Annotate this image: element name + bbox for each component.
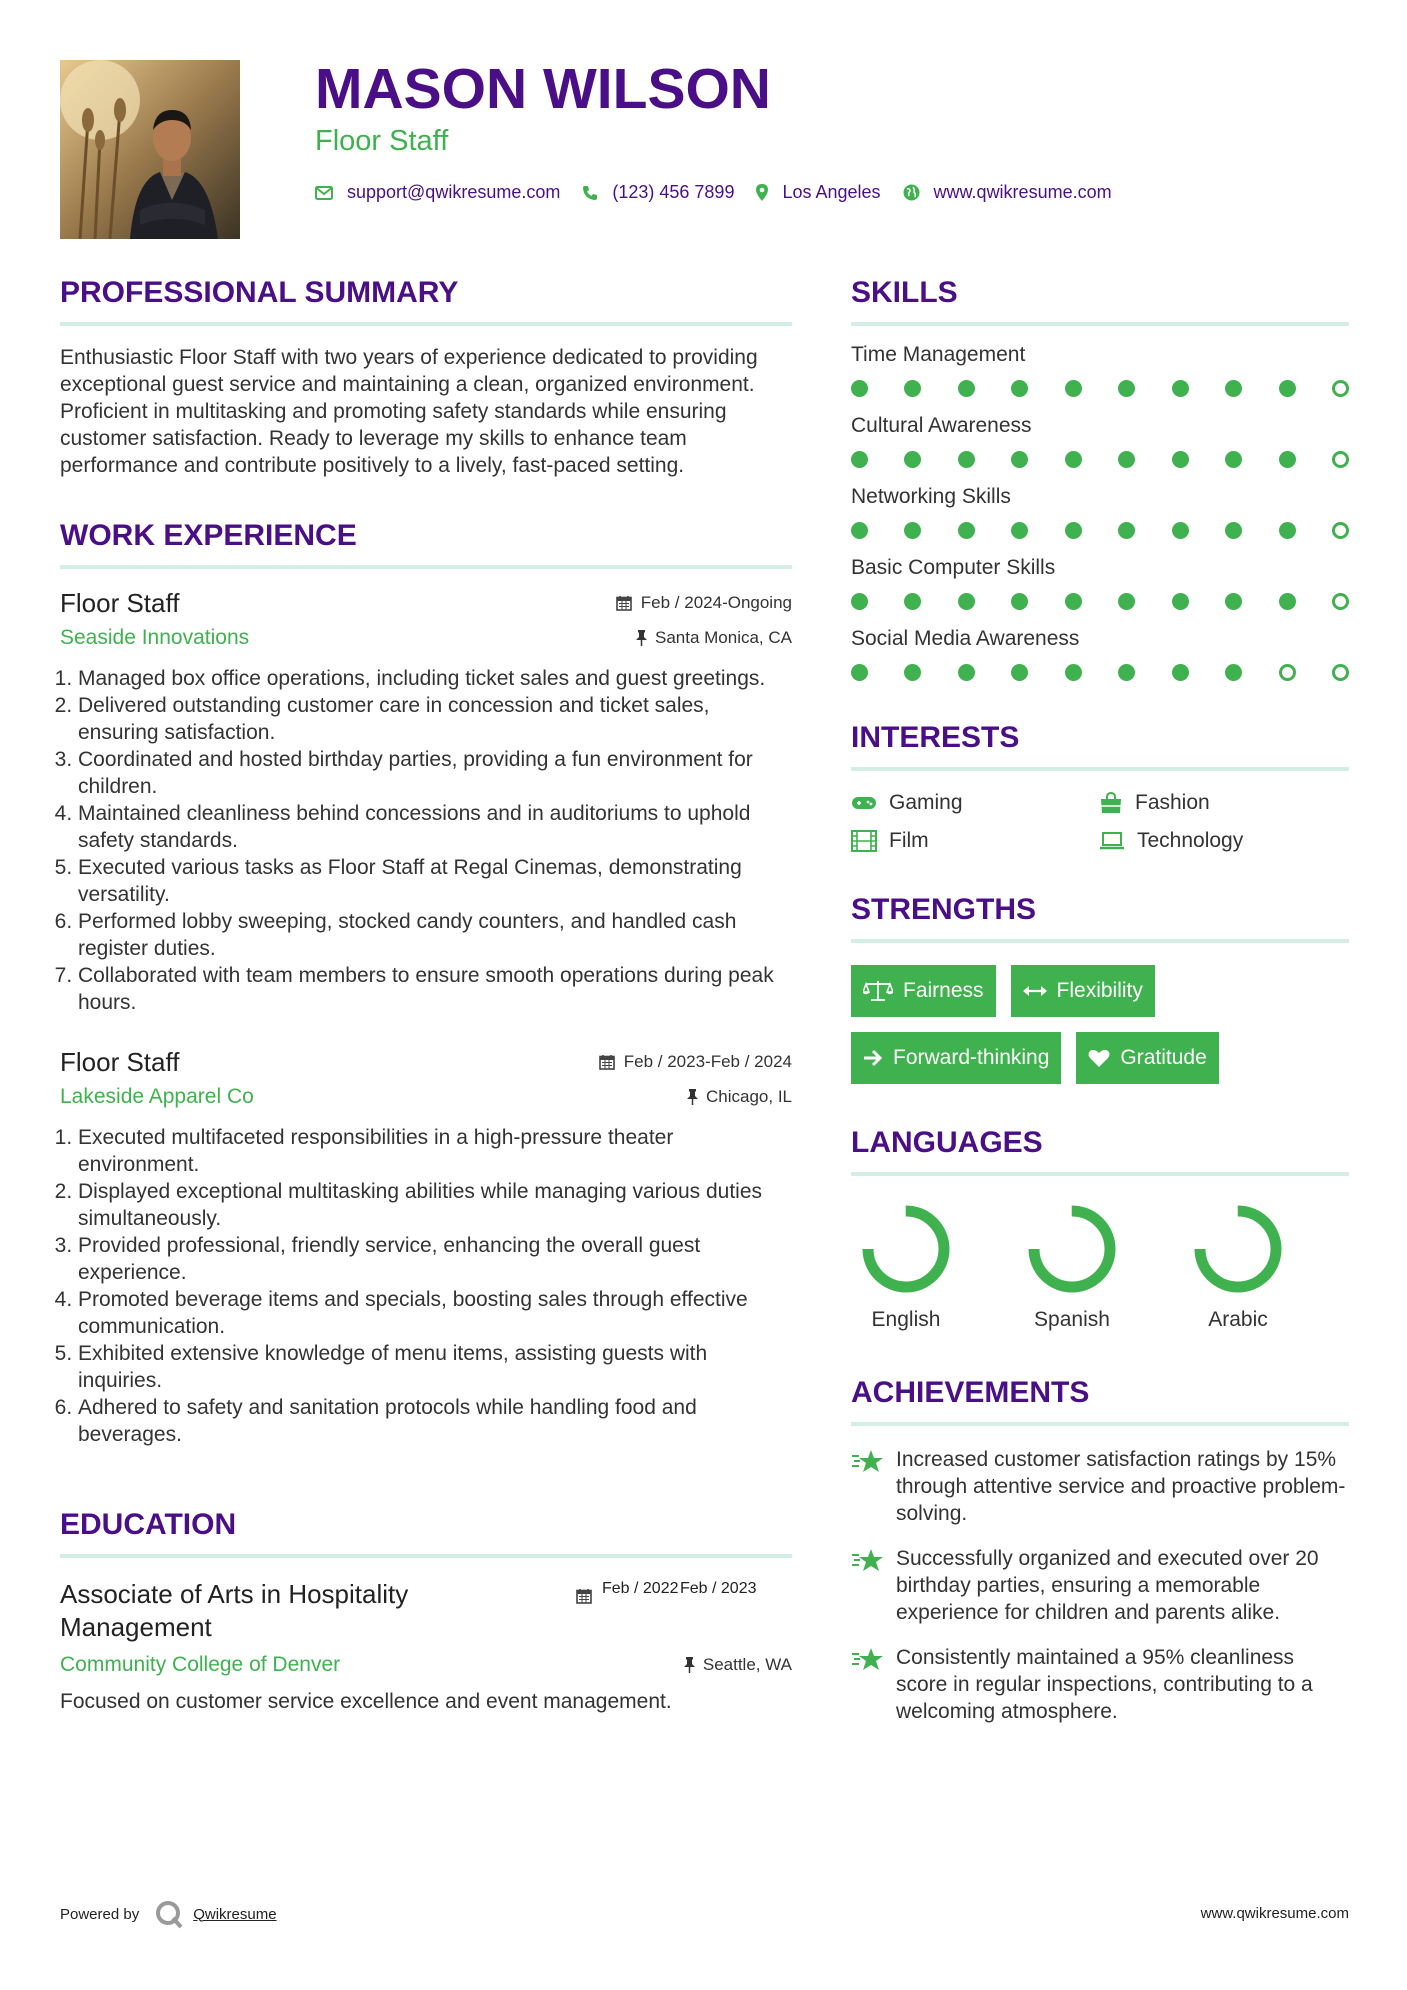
rating-dot-filled: [904, 451, 921, 468]
languages-section: [851, 1124, 1349, 1332]
skill-name: Cultural Awareness: [851, 414, 1032, 437]
achievement-text: Consistently maintained a 95% cleanliness score in regular inspections, contributing to a welcoming atmosphere.: [896, 1646, 1313, 1723]
phone-text: (123) 456 7899: [612, 182, 735, 202]
language-ring-arc: [1034, 1211, 1110, 1287]
section-title: PROFESSIONAL SUMMARY: [60, 276, 459, 309]
education-location: [684, 1655, 792, 1675]
job-location: [687, 1087, 792, 1107]
footer-powered-by: [60, 1898, 277, 1930]
shopping-bag-icon: [1099, 792, 1123, 814]
degree-title: Associate of Arts in Hospitality Management: [60, 1579, 409, 1642]
skill-rating: [851, 451, 1349, 468]
rating-dot-empty: [1332, 380, 1349, 397]
calendar-icon: [616, 595, 632, 611]
resume-header: [315, 56, 1365, 203]
rating-dot-filled: [1118, 451, 1135, 468]
language-ring: [857, 1200, 955, 1298]
job-date: [599, 1052, 792, 1072]
duty-list: [60, 1124, 792, 1448]
job-entry: [60, 1046, 792, 1448]
film-icon: [851, 830, 877, 852]
footer-website[interactable]: www.qwikresume.com: [1200, 1905, 1349, 1922]
education-start: Feb / 2022: [602, 1580, 679, 1597]
rating-dot-filled: [1279, 593, 1296, 610]
education-end: Feb / 2023: [680, 1580, 757, 1597]
skill-name: Basic Computer Skills: [851, 556, 1056, 579]
duty-list: [60, 665, 792, 1016]
language-ring-arc: [868, 1211, 944, 1287]
section-title: WORK EXPERIENCE: [60, 519, 357, 552]
skill-name: Networking Skills: [851, 485, 1011, 508]
strengths-section: [851, 891, 1349, 1099]
contact-bar: [315, 182, 1365, 203]
skill-rating: [851, 664, 1349, 681]
heart-icon: [1088, 1048, 1110, 1068]
skills-section: [851, 274, 1349, 681]
job-location: [636, 628, 792, 648]
language-item: [1017, 1200, 1183, 1332]
job-date: [616, 593, 792, 613]
star-icon: [851, 1547, 884, 1573]
rating-dot-filled: [1172, 380, 1189, 397]
calendar-icon: [599, 1054, 615, 1070]
skills-list: [851, 342, 1349, 681]
job-date-text: Feb / 2024-Ongoing: [640, 593, 792, 612]
education-section: [60, 1506, 792, 1714]
interest-label: Fashion: [1135, 791, 1210, 814]
profile-photo: [60, 60, 240, 239]
rating-dot-filled: [904, 380, 921, 397]
rating-dot-filled: [958, 380, 975, 397]
powered-by-text: Powered by: [60, 1905, 140, 1923]
job-date-text: Feb / 2023-Feb / 2024: [623, 1052, 792, 1071]
rating-dot-filled: [1225, 380, 1242, 397]
rating-dot-filled: [851, 664, 868, 681]
rating-dot-filled: [904, 593, 921, 610]
section-title: INTERESTS: [851, 721, 1020, 754]
interests-section: [851, 719, 1349, 853]
section-title: ACHIEVEMENTS: [851, 1376, 1090, 1409]
balance-scale-icon: [863, 980, 893, 1002]
rating-dot-filled: [958, 664, 975, 681]
strength-label: Fairness: [903, 979, 984, 1002]
candidate-name: MASON WILSON: [315, 57, 771, 121]
qwikresume-logo-icon: [153, 1898, 185, 1930]
rating-dot-filled: [958, 451, 975, 468]
section-divider: [851, 1422, 1349, 1426]
list-item: 6. Performed lobby sweeping, stocked candy counters, and handled cash register duties.: [78, 908, 792, 962]
rating-dot-filled: [1065, 451, 1082, 468]
list-item: 5. Executed various tasks as Floor Staff at Regal Cinemas, demonstrating versatility.: [78, 854, 792, 908]
rating-dot-filled: [851, 451, 868, 468]
rating-dot-filled: [851, 522, 868, 539]
rating-dot-filled: [1118, 522, 1135, 539]
rating-dot-empty: [1332, 522, 1349, 539]
section-divider: [851, 1172, 1349, 1176]
rating-dot-filled: [1225, 593, 1242, 610]
gamepad-icon: [851, 795, 877, 811]
language-name: Arabic: [1208, 1308, 1268, 1331]
language-item: [1183, 1200, 1349, 1332]
rating-dot-filled: [1065, 664, 1082, 681]
contact-email[interactable]: [315, 182, 560, 203]
rating-dot-empty: [1332, 451, 1349, 468]
list-item: 6. Adhered to safety and sanitation protocols while handling food and beverages.: [78, 1394, 792, 1448]
candidate-role: Floor Staff: [315, 125, 449, 157]
interest-item: [851, 791, 1099, 815]
list-item: 1. Executed multifaceted responsibilities in a high-pressure theater environment.: [78, 1124, 792, 1178]
email-text: support@qwikresume.com: [347, 182, 561, 202]
contact-location: [756, 182, 880, 203]
skill-item: [851, 413, 1349, 468]
rating-dot-filled: [958, 522, 975, 539]
skill-rating: [851, 522, 1349, 539]
rating-dot-filled: [1065, 593, 1082, 610]
strength-tag: [851, 1032, 1061, 1084]
contact-website[interactable]: [903, 182, 1112, 203]
language-item: [851, 1200, 1017, 1332]
skill-item: [851, 555, 1349, 610]
rating-dot-filled: [1065, 380, 1082, 397]
globe-icon: [903, 184, 920, 201]
skill-item: [851, 626, 1349, 681]
achievements-section: [851, 1374, 1349, 1725]
summary-text: Enthusiastic Floor Staff with two years of experience dedicated to providing exceptional guest service and maintaining a clean, organized environment. Proficient in multitasking and promoting safety standards while ensuring customer satisfaction. Ready to leverage my skills to enhance team performance and contribute positively to a lively, fast-paced setting.: [60, 346, 758, 477]
arrow-right-icon: [863, 1049, 883, 1067]
pushpin-icon: [687, 1089, 698, 1105]
rating-dot-filled: [1279, 380, 1296, 397]
strength-label: Gratitude: [1120, 1046, 1207, 1069]
language-ring: [1023, 1200, 1121, 1298]
brand-link[interactable]: Qwikresume: [193, 1905, 277, 1923]
calendar-icon: [576, 1588, 592, 1604]
education-dates: [576, 1578, 758, 1644]
rating-dot-empty: [1332, 664, 1349, 681]
language-name: English: [871, 1308, 941, 1331]
pushpin-icon: [684, 1657, 695, 1673]
list-item: 4. Promoted beverage items and specials, boosting sales through effective communication.: [78, 1286, 792, 1340]
skill-name: Social Media Awareness: [851, 627, 1080, 650]
job-title: Floor Staff: [60, 588, 180, 618]
star-icon: [851, 1448, 884, 1474]
skill-rating: [851, 380, 1349, 397]
envelope-icon: [315, 186, 333, 200]
achievement-item: [851, 1644, 1349, 1725]
list-item: 1. Managed box office operations, including ticket sales and guest greetings.: [78, 665, 792, 692]
list-item: 5. Exhibited extensive knowledge of menu items, assisting guests with inquiries.: [78, 1340, 792, 1394]
list-item: 3. Coordinated and hosted birthday parties, providing a fun environment for children.: [78, 746, 792, 800]
rating-dot-filled: [1118, 380, 1135, 397]
rating-dot-filled: [1225, 664, 1242, 681]
section-title: SKILLS: [851, 276, 958, 309]
section-divider: [60, 565, 792, 569]
rating-dot-filled: [1065, 522, 1082, 539]
experience-section: [60, 517, 792, 1448]
rating-dot-filled: [1118, 593, 1135, 610]
rating-dot-filled: [1011, 451, 1028, 468]
achievement-item: [851, 1545, 1349, 1626]
company-name: Lakeside Apparel Co: [60, 1085, 254, 1108]
achievement-item: [851, 1446, 1349, 1527]
language-ring: [1189, 1200, 1287, 1298]
contact-phone[interactable]: [582, 182, 734, 203]
interest-label: Gaming: [889, 791, 963, 814]
rating-dot-empty: [1332, 593, 1349, 610]
interest-label: Film: [889, 829, 929, 852]
rating-dot-filled: [1225, 451, 1242, 468]
skill-item: [851, 342, 1349, 397]
left-column: [60, 274, 792, 1714]
list-item: 2. Delivered outstanding customer care in concession and ticket sales, ensuring satisfaction.: [78, 692, 792, 746]
interest-item: [851, 829, 1099, 853]
rating-dot-filled: [1172, 664, 1189, 681]
right-column: [851, 274, 1349, 1725]
rating-dot-filled: [851, 593, 868, 610]
achievement-text: Increased customer satisfaction ratings by 15% through attentive service and proactive problem-solving.: [896, 1448, 1346, 1525]
section-title: EDUCATION: [60, 1508, 237, 1541]
rating-dot-filled: [1225, 522, 1242, 539]
strength-label: Forward-thinking: [893, 1046, 1050, 1069]
job-title: Floor Staff: [60, 1047, 180, 1077]
list-item: 3. Provided professional, friendly service, enhancing the overall guest experience.: [78, 1232, 792, 1286]
school-name: Community College of Denver: [60, 1653, 341, 1676]
rating-dot-filled: [904, 522, 921, 539]
rating-dot-filled: [1279, 522, 1296, 539]
strength-label: Flexibility: [1056, 979, 1143, 1002]
rating-dot-filled: [851, 380, 868, 397]
interest-item: [1099, 791, 1349, 815]
interest-label: Technology: [1137, 829, 1244, 852]
website-text: www.qwikresume.com: [933, 182, 1112, 202]
section-divider: [851, 939, 1349, 943]
rating-dot-empty: [1279, 664, 1296, 681]
strength-tag: [1011, 965, 1155, 1017]
rating-dot-filled: [958, 593, 975, 610]
laptop-icon: [1099, 832, 1125, 850]
job-location-text: Santa Monica, CA: [654, 628, 792, 647]
skill-item: [851, 484, 1349, 539]
section-divider: [851, 322, 1349, 326]
rating-dot-filled: [1011, 593, 1028, 610]
rating-dot-filled: [1279, 451, 1296, 468]
section-title: STRENGTHS: [851, 893, 1037, 926]
rating-dot-filled: [1011, 664, 1028, 681]
skill-rating: [851, 593, 1349, 610]
achievement-text: Successfully organized and executed over 20 birthday parties, ensuring a memorable experience for children and parents alike.: [896, 1547, 1319, 1624]
skill-name: Time Management: [851, 343, 1026, 366]
strength-tag: [851, 965, 996, 1017]
rating-dot-filled: [1172, 593, 1189, 610]
location-text: Los Angeles: [782, 182, 881, 202]
language-ring-arc: [1200, 1211, 1276, 1287]
interest-item: [1099, 829, 1349, 853]
strength-tag: [1076, 1032, 1218, 1084]
rating-dot-filled: [904, 664, 921, 681]
section-divider: [851, 767, 1349, 771]
education-description: Focused on customer service excellence and event management.: [60, 1690, 672, 1713]
rating-dot-filled: [1172, 522, 1189, 539]
rating-dot-filled: [1118, 664, 1135, 681]
education-location-text: Seattle, WA: [702, 1655, 792, 1674]
list-item: 7. Collaborated with team members to ensure smooth operations during peak hours.: [78, 962, 792, 1016]
section-divider: [60, 322, 792, 326]
arrows-horizontal-icon: [1023, 985, 1047, 997]
languages-list: [851, 1200, 1349, 1332]
list-item: 4. Maintained cleanliness behind concessions and in auditoriums to uphold safety standards.: [78, 800, 792, 854]
phone-icon: [582, 185, 598, 201]
rating-dot-filled: [1011, 380, 1028, 397]
language-name: Spanish: [1034, 1308, 1110, 1331]
pushpin-icon: [636, 630, 647, 646]
map-marker-icon: [756, 184, 768, 201]
job-location-text: Chicago, IL: [706, 1087, 792, 1106]
rating-dot-filled: [1011, 522, 1028, 539]
company-name: Seaside Innovations: [60, 626, 250, 649]
job-entry: [60, 587, 792, 1016]
list-item: 2. Displayed exceptional multitasking abilities while managing various duties simultaneously.: [78, 1178, 792, 1232]
star-icon: [851, 1646, 884, 1672]
section-title: LANGUAGES: [851, 1126, 1043, 1159]
rating-dot-filled: [1172, 451, 1189, 468]
section-divider: [60, 1554, 792, 1558]
summary-section: [60, 274, 792, 479]
